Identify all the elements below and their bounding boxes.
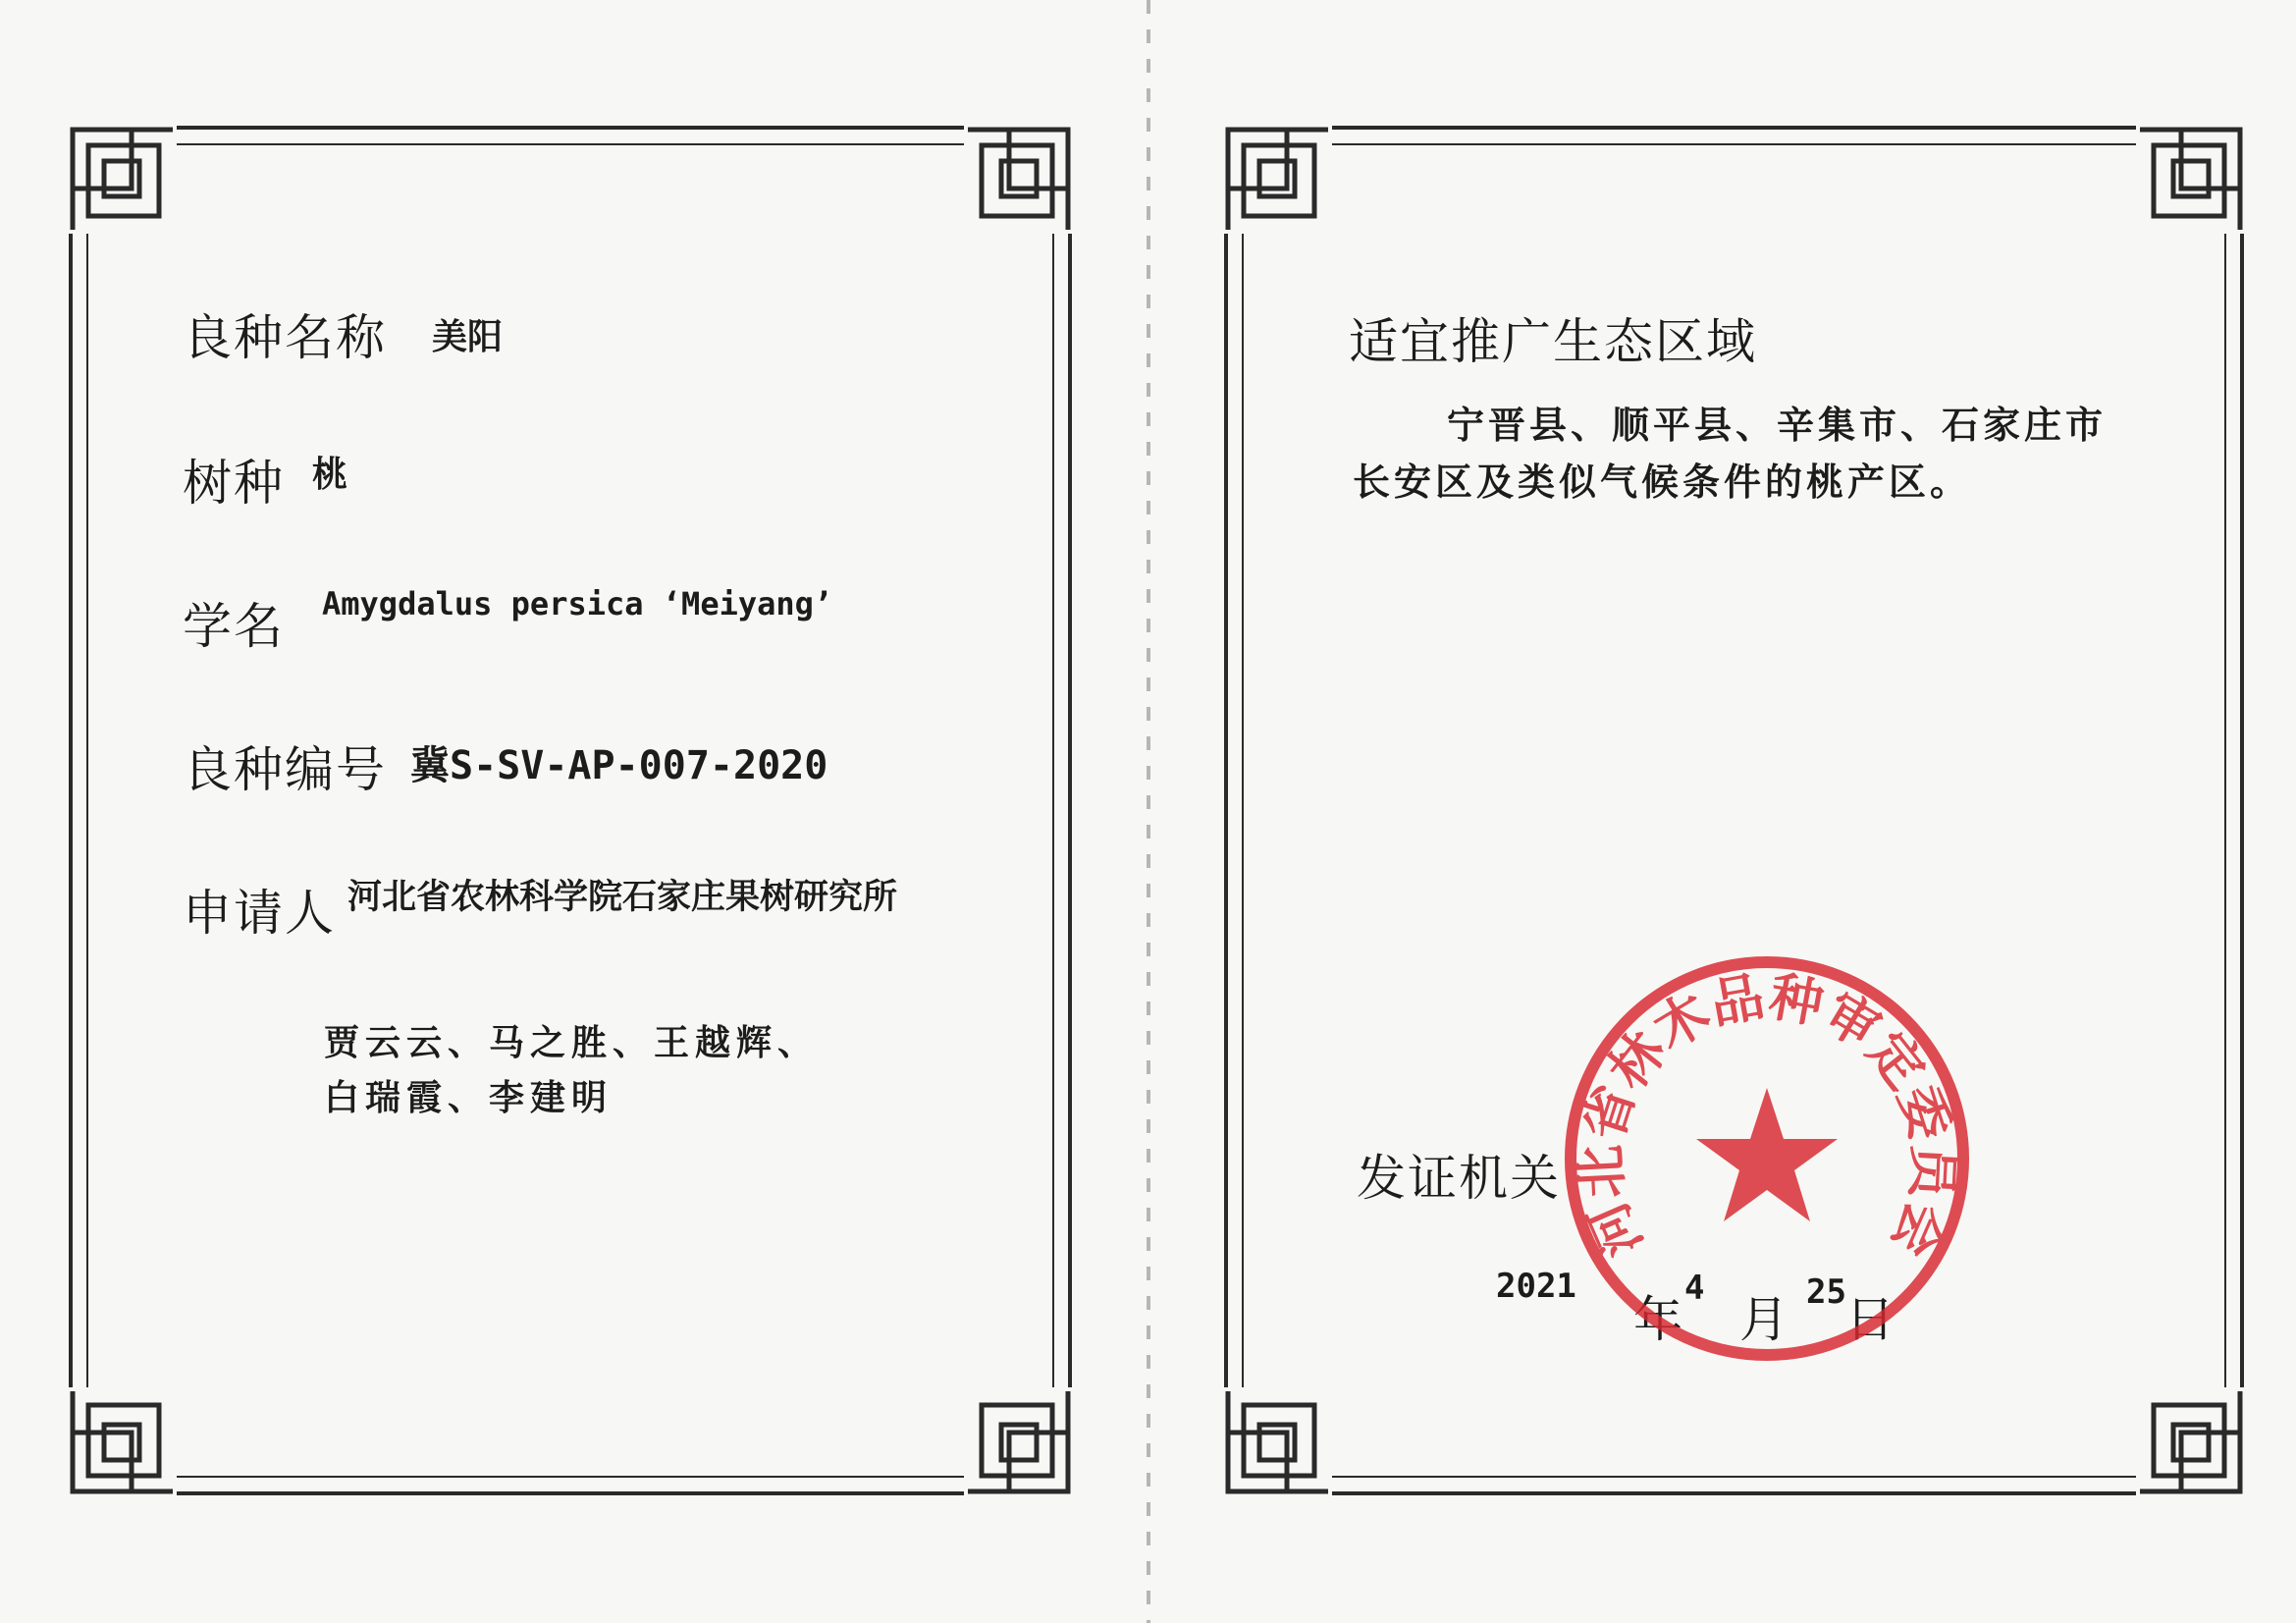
corner-ornament-icon: [1224, 126, 1332, 234]
region-label: 适宜推广生态区域: [1349, 313, 1757, 370]
applicant-value: 河北省农林科学院石家庄果树研究所: [347, 877, 898, 917]
date-year-unit: 年: [1633, 1291, 1684, 1348]
seal-lettering: 河北省林木品种审定委员会: [1568, 964, 1966, 1267]
corner-ornament-icon: [2136, 126, 2244, 234]
issuer-label: 发证机关: [1357, 1150, 1561, 1207]
date-month-unit: 月: [1739, 1291, 1790, 1348]
corner-ornament-icon: [964, 1387, 1072, 1495]
seal-star-icon: [1696, 1088, 1838, 1221]
region-text: 宁晋县、顺平县、辛集市、石家庄市长安区及类似气候条件的桃产区。: [1353, 403, 2108, 504]
corner-ornament-icon: [2136, 1387, 2244, 1495]
date-day-unit: 日: [1845, 1291, 1896, 1348]
species-label: 树种: [183, 455, 285, 512]
date-day: 25: [1806, 1272, 1846, 1312]
breeders-line-1: 贾云云、马之胜、王越辉、: [324, 1022, 820, 1063]
variety-name-label: 良种名称: [183, 309, 387, 366]
official-seal-stamp: [1551, 943, 1983, 1375]
spine-fold-line: [1147, 0, 1150, 1623]
corner-ornament-icon: [964, 126, 1072, 234]
date-month: 4: [1684, 1269, 1705, 1308]
variety-number-value: 冀S-SV-AP-007-2020: [410, 743, 828, 788]
breeders-line-2: 白瑞霞、李建明: [324, 1077, 614, 1118]
corner-ornament-icon: [69, 126, 177, 234]
applicant-label: 申请人: [183, 885, 336, 942]
scientific-name-label: 学名: [183, 598, 285, 655]
corner-ornament-icon: [69, 1387, 177, 1495]
scientific-name-value: Amygdalus persica ‘Meiyang’: [322, 585, 833, 622]
variety-number-label: 良种编号: [183, 741, 387, 798]
species-value: 桃: [312, 454, 348, 495]
date-year: 2021: [1496, 1267, 1576, 1306]
corner-ornament-icon: [1224, 1387, 1332, 1495]
variety-name-value: 美阳: [432, 316, 504, 357]
